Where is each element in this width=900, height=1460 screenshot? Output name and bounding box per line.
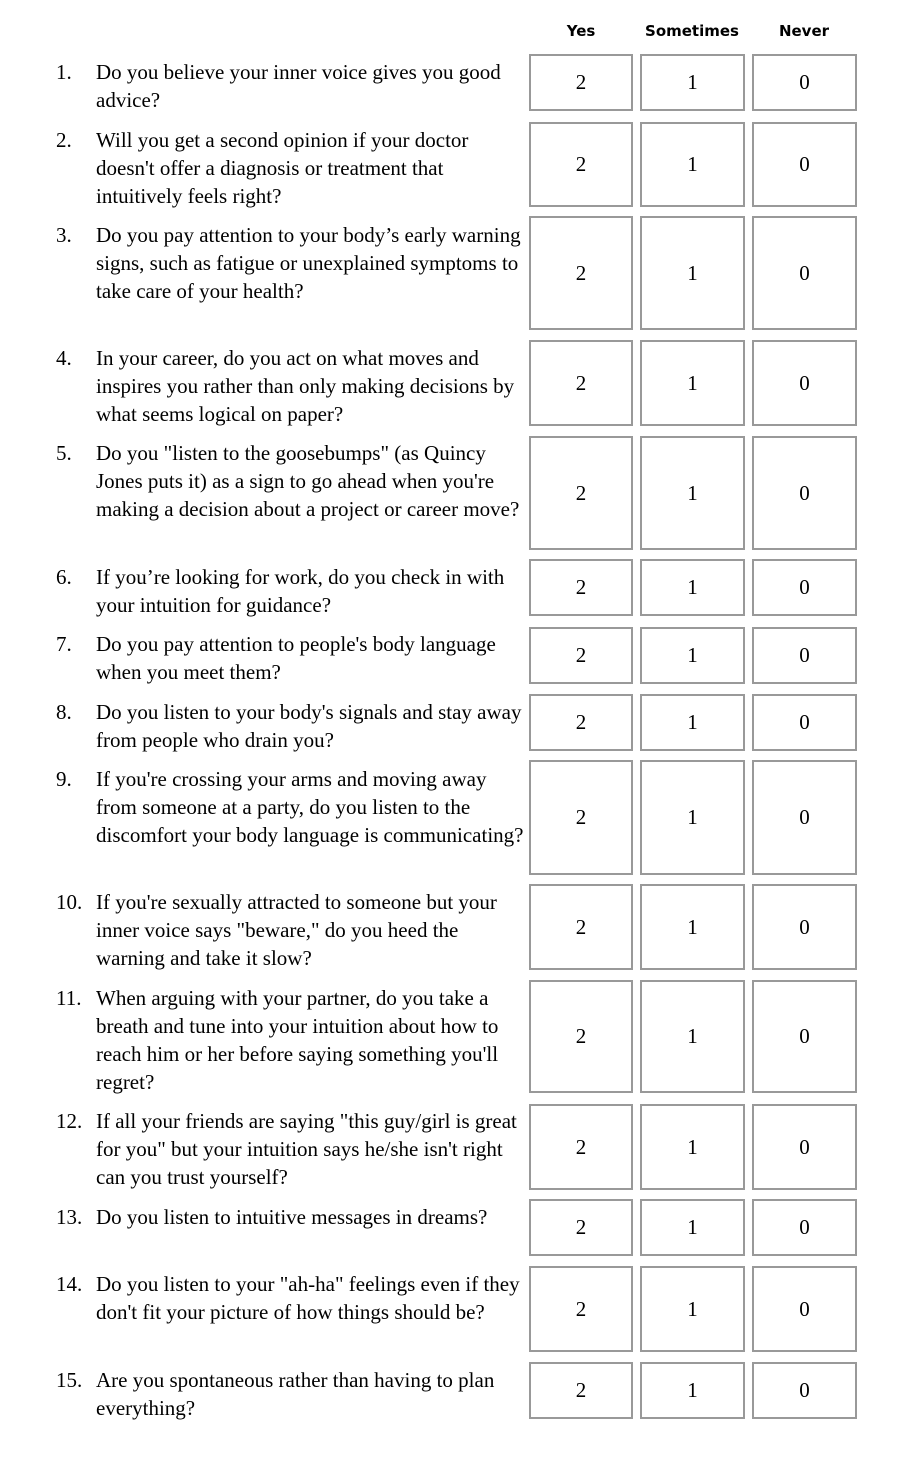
- question-text: When arguing with your partner, do you take a breath and tune into your intuition about how to reach him or her before saying something you'll regret?: [96, 986, 499, 1094]
- answer-never-box[interactable]: 0: [752, 1266, 857, 1352]
- question-number: 6.: [56, 565, 72, 589]
- question-number: 12.: [56, 1109, 83, 1133]
- question-text: Do you pay attention to people's body language when you meet them?: [96, 632, 496, 684]
- answer-yes-box[interactable]: 2: [529, 340, 633, 426]
- answer-never-box[interactable]: 0: [752, 559, 857, 616]
- answer-sometimes-box[interactable]: 1: [640, 122, 745, 207]
- answer-sometimes-box[interactable]: 1: [640, 1104, 745, 1190]
- answer-sometimes-box[interactable]: 1: [640, 1199, 745, 1256]
- answer-sometimes-box[interactable]: 1: [640, 1362, 745, 1419]
- answer-never-box[interactable]: 0: [752, 694, 857, 751]
- answer-yes-box[interactable]: 2: [529, 1104, 633, 1190]
- question-number: 11.: [56, 986, 82, 1010]
- question-number: 14.: [56, 1272, 83, 1296]
- question-text: Do you believe your inner voice gives you good advice?: [96, 60, 501, 112]
- answer-yes-box[interactable]: 2: [529, 760, 633, 875]
- question-text: In your career, do you act on what moves and inspires you rather than only making decisions by what seems logical on paper?: [96, 346, 515, 426]
- question-text: Do you listen to your "ah-ha" feelings even if they don't fit your picture of how things should be?: [96, 1272, 520, 1324]
- question-number: 4.: [56, 346, 72, 370]
- answer-yes-box[interactable]: 2: [529, 627, 633, 684]
- answer-sometimes-box[interactable]: 1: [640, 216, 745, 330]
- answer-never-box[interactable]: 0: [752, 1362, 857, 1419]
- question-text: If you're crossing your arms and moving away from someone at a party, do you listen to the discomfort your body language is communicating?: [96, 767, 524, 847]
- column-header-never: Never: [778, 22, 830, 40]
- question-text: If all your friends are saying "this guy/girl is great for you" but your intuition says he/she isn't right can you trust yourself?: [96, 1109, 517, 1189]
- answer-never-box[interactable]: 0: [752, 760, 857, 875]
- answer-sometimes-box[interactable]: 1: [640, 1266, 745, 1352]
- answer-yes-box[interactable]: 2: [529, 216, 633, 330]
- column-header-sometimes: Sometimes: [645, 22, 739, 40]
- answer-yes-box[interactable]: 2: [529, 1199, 633, 1256]
- answer-yes-box[interactable]: 2: [529, 884, 633, 970]
- question-text: Do you listen to intuitive messages in dreams?: [96, 1205, 488, 1229]
- question-number: 15.: [56, 1368, 83, 1392]
- answer-never-box[interactable]: 0: [752, 436, 857, 550]
- question-number: 1.: [56, 60, 72, 84]
- answer-never-box[interactable]: 0: [752, 340, 857, 426]
- answer-sometimes-box[interactable]: 1: [640, 694, 745, 751]
- question-number: 9.: [56, 767, 72, 791]
- answer-never-box[interactable]: 0: [752, 627, 857, 684]
- question-number: 5.: [56, 441, 72, 465]
- answer-never-box[interactable]: 0: [752, 980, 857, 1093]
- answer-sometimes-box[interactable]: 1: [640, 436, 745, 550]
- question-text: Do you "listen to the goosebumps" (as Quincy Jones puts it) as a sign to go ahead when you're making a decision about a project or career move?: [96, 441, 520, 521]
- answer-never-box[interactable]: 0: [752, 54, 857, 111]
- answer-sometimes-box[interactable]: 1: [640, 559, 745, 616]
- answer-sometimes-box[interactable]: 1: [640, 980, 745, 1093]
- answer-never-box[interactable]: 0: [752, 1199, 857, 1256]
- answer-yes-box[interactable]: 2: [529, 559, 633, 616]
- question-number: 8.: [56, 700, 72, 724]
- question-number: 7.: [56, 632, 72, 656]
- answer-yes-box[interactable]: 2: [529, 436, 633, 550]
- question-text: If you're sexually attracted to someone but your inner voice says "beware," do you heed the warning and take it slow?: [96, 890, 497, 970]
- column-header-yes: Yes: [566, 22, 596, 40]
- question-number: 3.: [56, 223, 72, 247]
- answer-sometimes-box[interactable]: 1: [640, 760, 745, 875]
- answer-yes-box[interactable]: 2: [529, 54, 633, 111]
- answer-yes-box[interactable]: 2: [529, 122, 633, 207]
- answer-yes-box[interactable]: 2: [529, 1362, 633, 1419]
- answer-yes-box[interactable]: 2: [529, 1266, 633, 1352]
- question-text: Do you pay attention to your body’s early warning signs, such as fatigue or unexplained symptoms to take care of your health?: [96, 223, 521, 303]
- question-number: 13.: [56, 1205, 83, 1229]
- answer-sometimes-box[interactable]: 1: [640, 54, 745, 111]
- answer-never-box[interactable]: 0: [752, 1104, 857, 1190]
- answer-yes-box[interactable]: 2: [529, 980, 633, 1093]
- question-number: 10.: [56, 890, 83, 914]
- question-text: Will you get a second opinion if your doctor doesn't offer a diagnosis or treatment that intuitively feels right?: [96, 128, 469, 208]
- question-text: Do you listen to your body's signals and stay away from people who drain you?: [96, 700, 522, 752]
- answer-sometimes-box[interactable]: 1: [640, 340, 745, 426]
- answer-never-box[interactable]: 0: [752, 216, 857, 330]
- question-text: Are you spontaneous rather than having to plan everything?: [96, 1368, 495, 1420]
- question-text: If you’re looking for work, do you check in with your intuition for guidance?: [96, 565, 505, 617]
- question-number: 2.: [56, 128, 72, 152]
- answer-sometimes-box[interactable]: 1: [640, 627, 745, 684]
- answer-yes-box[interactable]: 2: [529, 694, 633, 751]
- answer-never-box[interactable]: 0: [752, 122, 857, 207]
- answer-sometimes-box[interactable]: 1: [640, 884, 745, 970]
- answer-never-box[interactable]: 0: [752, 884, 857, 970]
